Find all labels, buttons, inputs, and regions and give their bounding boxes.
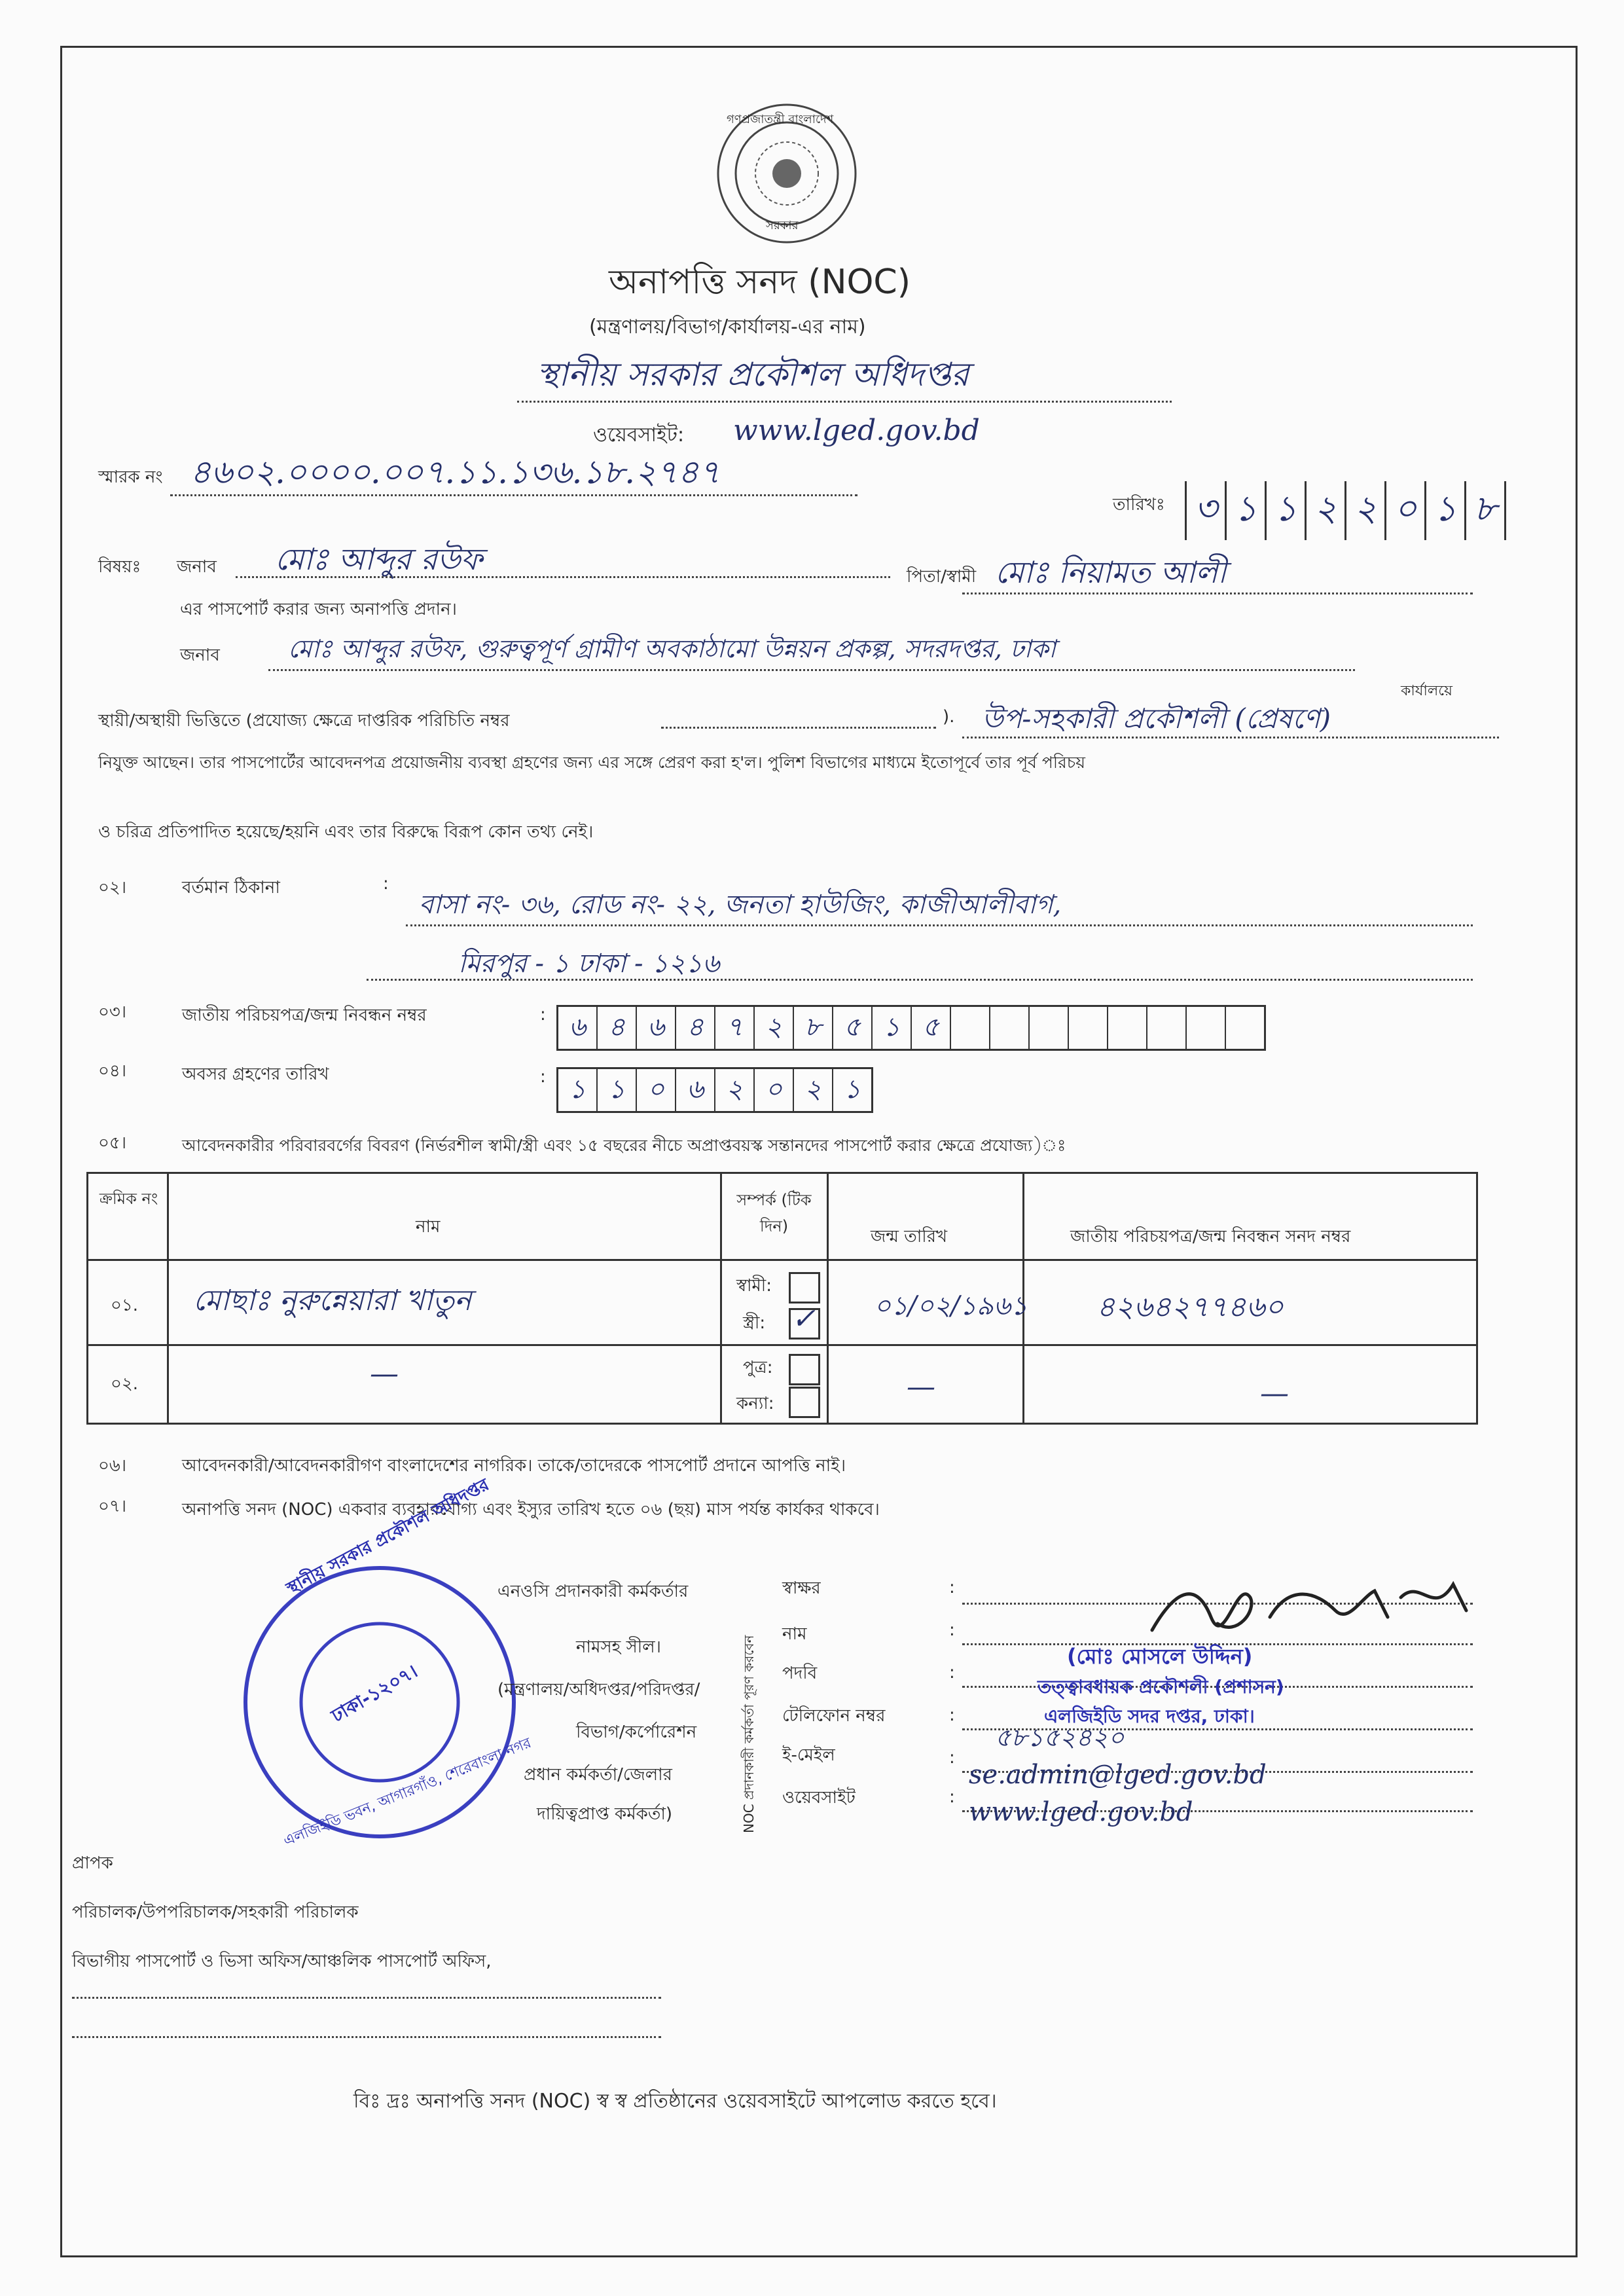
retire-digit: ১ <box>598 1069 637 1111</box>
retire-digit: ০ <box>755 1069 794 1111</box>
nid-digit: ৫ <box>833 1007 873 1049</box>
handwritten-signature-icon <box>1139 1558 1479 1650</box>
daughter-checkbox[interactable] <box>789 1387 820 1418</box>
father-label: পিতা/স্বামী <box>907 567 977 587</box>
email-value: se.admin@lged.gov.bd <box>969 1760 1267 1790</box>
recipient-l1: প্রাপক <box>72 1853 113 1873</box>
applicant-name-dotline <box>236 576 890 578</box>
phone-value: ৫৮১৫২৪২০ <box>995 1723 1125 1752</box>
th-dob: জন্ম তারিখ <box>871 1227 948 1247</box>
nid-digit: ৬ <box>637 1007 676 1049</box>
recipient-l3: বিভাগীয় পাসপোর্ট ও ভিসা অফিস/আঞ্চলিক পাসপোর্ট অফিস, <box>72 1952 492 1971</box>
round-stamp-mid: ঢাকা-১২০৭। <box>327 1660 422 1727</box>
retire-colon: : <box>540 1067 546 1087</box>
nid-digit <box>1147 1007 1187 1049</box>
address-label: বর্তমান ঠিকানা <box>182 878 280 898</box>
nid-digit <box>1108 1007 1147 1049</box>
nid-digit <box>951 1007 990 1049</box>
field-web-label: ওয়েবসাইট <box>782 1788 856 1808</box>
address-dotline-2 <box>367 979 1473 981</box>
page-title: অনাপত্তি সনদ (NOC) <box>609 263 911 302</box>
row1-nid: ৪২৬৪২৭৭৪৬০ <box>1096 1290 1284 1324</box>
row2-nid: — <box>1260 1377 1289 1410</box>
stamp-name: (মোঃ মোসলে উদ্দিন) <box>1067 1644 1253 1669</box>
designation: উপ-সহকারী প্রকৌশলী (প্রেষণে) <box>982 702 1331 735</box>
nid-digit <box>1226 1007 1264 1049</box>
stamp-office: এলজিইডি সদর দপ্তর, ঢাকা। <box>1044 1705 1255 1727</box>
retire-boxes <box>556 1067 873 1113</box>
item-05-number: ০৫। <box>98 1133 127 1153</box>
row2-rel-b: কন্যা: <box>736 1394 774 1413</box>
date-digit: ১ <box>1225 481 1265 540</box>
nid-digit: ৬ <box>558 1007 598 1049</box>
office-suffix: কার্যালয়ে <box>1401 683 1453 699</box>
memo-value: ৪৬০২.০০০০.০০৭.১১.১৩৬.১৮.২৭৪৭ <box>190 453 721 491</box>
colon: : <box>949 1748 955 1768</box>
address-dotline-1 <box>406 924 1473 926</box>
table-row-divider <box>88 1344 1476 1346</box>
office-name: স্থানীয় সরকার প্রকৌশল অধিদপ্তর <box>537 355 969 393</box>
sig-left-l1: এনওসি প্রদানকারী কর্মকর্তার <box>497 1582 689 1601</box>
date-digit: ১ <box>1265 481 1305 540</box>
web-value: www.lged.gov.bd <box>969 1797 1193 1827</box>
nid-digit: ৫ <box>912 1007 951 1049</box>
name-office-dotline <box>268 669 1355 671</box>
nid-digit <box>1069 1007 1108 1049</box>
website-label: ওয়েবসাইট: <box>593 424 685 446</box>
date-digit: ০ <box>1384 481 1424 540</box>
date-digit: ২ <box>1344 481 1384 540</box>
nid-digit: ৪ <box>598 1007 637 1049</box>
wife-check-mark-icon: ✓ <box>791 1302 816 1336</box>
row1-rel-b: স্ত্রী: <box>743 1313 766 1333</box>
th-nid: জাতীয় পরিচয়পত্র/জন্ম নিবন্ধন সনদ নম্বর <box>1070 1227 1351 1247</box>
table-col-divider <box>827 1174 829 1423</box>
recipient-dotline-2 <box>72 2036 661 2038</box>
round-stamp-bottom: এলজিইডি ভবন, আগারগাঁও, শেরেবাংলা নগর <box>281 1734 534 1850</box>
row1-dob: ০১/০২/১৯৬১ <box>874 1291 1028 1321</box>
retire-digit: ১ <box>844 1074 861 1104</box>
field-post-label: পদবি <box>782 1664 818 1683</box>
retire-digit: ২ <box>715 1069 755 1111</box>
colon: : <box>949 1578 955 1597</box>
subject-janab: জনাব <box>177 557 217 577</box>
memo-label: স্মারক নং <box>98 467 163 487</box>
para-2: ও চরিত্র প্রতিপাদিত হয়েছে/হয়নি এবং তার বিরুদ্ধে বিরূপ কোন তথ্য নেই। <box>98 822 594 842</box>
seal-text-top: গণপ্রজাতন্ত্রী বাংলাদেশ <box>727 113 834 126</box>
field-email-label: ই-মেইল <box>782 1745 835 1765</box>
official-id-dotline <box>661 727 936 729</box>
item-02-number: ০২। <box>98 878 127 898</box>
th-serial: ক্রমিক নং <box>99 1190 158 1208</box>
validity-text: অনাপত্তি সনদ (NOC) একবার ব্যবহারযোগ্য এবং ইস্যুর তারিখ হতে ০৬ (ছয়) মাস পর্যন্ত কার্যকর থাকবে। <box>182 1500 880 1520</box>
sig-left-l4: বিভাগ/কর্পোরেশন <box>576 1722 697 1742</box>
sig-left-l5: প্রধান কর্মকর্তা/জেলার <box>524 1765 672 1785</box>
address-line-1: বাসা নং- ৩৬, রোড নং- ২২, জনতা হাউজিং, কাজীআলীবাগ, <box>419 890 1062 920</box>
father-name: মোঃ নিয়ামত আলী <box>995 555 1227 590</box>
permanent-line: স্থায়ী/অস্থায়ী ভিত্তিতে (প্রযোজ্য ক্ষেত্রে দাপ্তরিক পরিচিতি নম্বর <box>98 711 510 731</box>
item-06-number: ০৬। <box>98 1456 127 1476</box>
row1-name: মোছাঃ নুরুন্নেয়ারা খাতুন <box>193 1284 472 1317</box>
retire-digit: ১ <box>558 1069 598 1111</box>
table-col-divider <box>720 1174 722 1423</box>
table-col-divider <box>167 1174 169 1423</box>
family-label: আবেদনকারীর পরিবারবর্গের বিবরণ (নির্ভরশীল স্বামী/স্ত্রী এবং ১৫ বছরের নীচে অপ্রাপ্তবয়স্ক সন্তানদের পাসপোর্ট করার ক্ষেত্রে প্রযোজ্য)ঃ <box>182 1136 1066 1155</box>
row2-serial: ০২. <box>111 1374 139 1394</box>
colon: : <box>949 1705 955 1725</box>
recipient-l2: পরিচালক/উপপরিচালক/সহকারী পরিচালক <box>72 1903 359 1922</box>
row1-serial: ০১. <box>111 1296 139 1315</box>
date-boxes <box>1185 481 1506 540</box>
designation-dotline <box>962 737 1499 738</box>
memo-dotline <box>170 494 857 496</box>
item-07-number: ০৭। <box>98 1497 127 1516</box>
nid-digit: ৮ <box>794 1007 833 1049</box>
sig-left-l6: দায়িত্বপ্রাপ্ত কর্মকর্তা) <box>537 1804 673 1824</box>
th-relation: সম্পর্ক (টিক দিন) <box>736 1191 812 1235</box>
retire-digit: ০ <box>637 1069 676 1111</box>
address-line-2: মিরপুর - ১ ঢাকা - ১২১৬ <box>458 949 720 979</box>
citizen-text: আবেদনকারী/আবেদনকারীগণ বাংলাদেশের নাগরিক। তাকে/তাদেরকে পাসপোর্ট প্রদানে আপত্তি নাই। <box>182 1456 846 1476</box>
item-04-number: ০৪। <box>98 1061 127 1081</box>
nid-digit: ৭ <box>715 1007 755 1049</box>
retire-digit: ৬ <box>676 1069 715 1111</box>
address-colon: : <box>383 874 389 894</box>
colon: : <box>949 1620 955 1640</box>
row2-name: — <box>370 1357 399 1391</box>
subject-line2: এর পাসপোর্ট করার জন্য অনাপত্তি প্রদান। <box>180 600 457 619</box>
retire-label: অবসর গ্রহণের তারিখ <box>182 1065 329 1084</box>
table-row-divider <box>88 1259 1476 1261</box>
nid-digit: ৪ <box>676 1007 715 1049</box>
sig-left-l2: নামসহ সীল। <box>576 1637 661 1657</box>
row2-dob: — <box>907 1370 935 1404</box>
th-name: নাম <box>416 1217 441 1237</box>
permanent-line-close: ). <box>943 707 955 727</box>
colon: : <box>949 1787 955 1807</box>
field-name-label: নাম <box>782 1624 807 1644</box>
retire-digit: ২ <box>794 1069 833 1111</box>
nid-digit <box>1030 1007 1069 1049</box>
husband-checkbox[interactable] <box>789 1272 820 1303</box>
field-phone-label: টেলিফোন নম্বর <box>782 1706 886 1726</box>
field-sign-label: স্বাক্ষর <box>782 1578 821 1598</box>
family-table <box>86 1172 1478 1425</box>
sig-left-l3: (মন্ত্রণালয়/অধিদপ্তর/পরিদপ্তর/ <box>497 1680 700 1700</box>
date-digit: ৮ <box>1464 481 1506 540</box>
nid-digit: ২ <box>755 1007 794 1049</box>
para-1: নিযুক্ত আছেন। তার পাসপোর্টের আবেদনপত্র প্রয়োজনীয় ব্যবস্থা গ্রহণের জন্য এর সঙ্গে প্রেরণ করা হ'ল। পুলিশ বিভাগের মাধ্যমে ইতোপূর্বে তার পূর্ব পরিচয় <box>98 753 1086 772</box>
colon: : <box>949 1663 955 1683</box>
nid-digit: ১ <box>873 1007 912 1049</box>
son-checkbox[interactable] <box>789 1354 820 1385</box>
vertical-note: NOC প্রদানকারী কর্মকর্তা পূরণ করবেন <box>741 1635 757 1833</box>
nid-digit <box>1187 1007 1226 1049</box>
recipient-dotline-1 <box>72 1997 661 1999</box>
date-digit: ৩ <box>1185 481 1225 540</box>
date-digit: ১ <box>1424 481 1464 540</box>
page-subtitle: (মন্ত্রণালয়/বিভাগ/কার্যালয়-এর নাম) <box>589 316 866 338</box>
nid-digit <box>990 1007 1030 1049</box>
father-name-dotline <box>962 592 1473 594</box>
row2-rel-a: পুত্র: <box>743 1358 773 1377</box>
round-stamp-top: স্থানীয় সরকার প্রকৌশল অধিদপ্তর <box>283 1474 493 1599</box>
footer-note: বিঃ দ্রঃ অনাপত্তি সনদ (NOC) স্ব স্ব প্রতিষ্ঠানের ওয়েবসাইটে আপলোড করতে হবে। <box>353 2090 997 2113</box>
date-label: তারিখঃ <box>1113 495 1165 515</box>
body-janab: জনাব <box>180 646 220 665</box>
nid-boxes <box>556 1005 1266 1051</box>
website-value: www.lged.gov.bd <box>733 414 980 447</box>
item-03-number: ০৩। <box>98 1002 127 1022</box>
stamp-post: তত্ত্বাবধায়ক প্রকৌশলী (প্রশাসন) <box>1038 1676 1284 1698</box>
subject-label: বিষয়ঃ <box>98 557 141 577</box>
nid-label: জাতীয় পরিচয়পত্র/জন্ম নিবন্ধন নম্বর <box>182 1006 427 1025</box>
date-digit: ২ <box>1305 481 1344 540</box>
office-name-dotline <box>517 401 1172 403</box>
nid-colon: : <box>540 1005 546 1025</box>
row1-rel-a: স্বামী: <box>736 1276 772 1296</box>
applicant-name: মোঃ আব্দুর রউফ <box>275 541 483 577</box>
seal-text-bottom: সরকার <box>766 219 799 232</box>
applicant-name-office: মোঃ আব্দুর রউফ, গুরুত্বপূর্ণ গ্রামীণ অবকাঠামো উন্নয়ন প্রকল্প, সদরদপ্তর, ঢাকা <box>288 634 1056 663</box>
